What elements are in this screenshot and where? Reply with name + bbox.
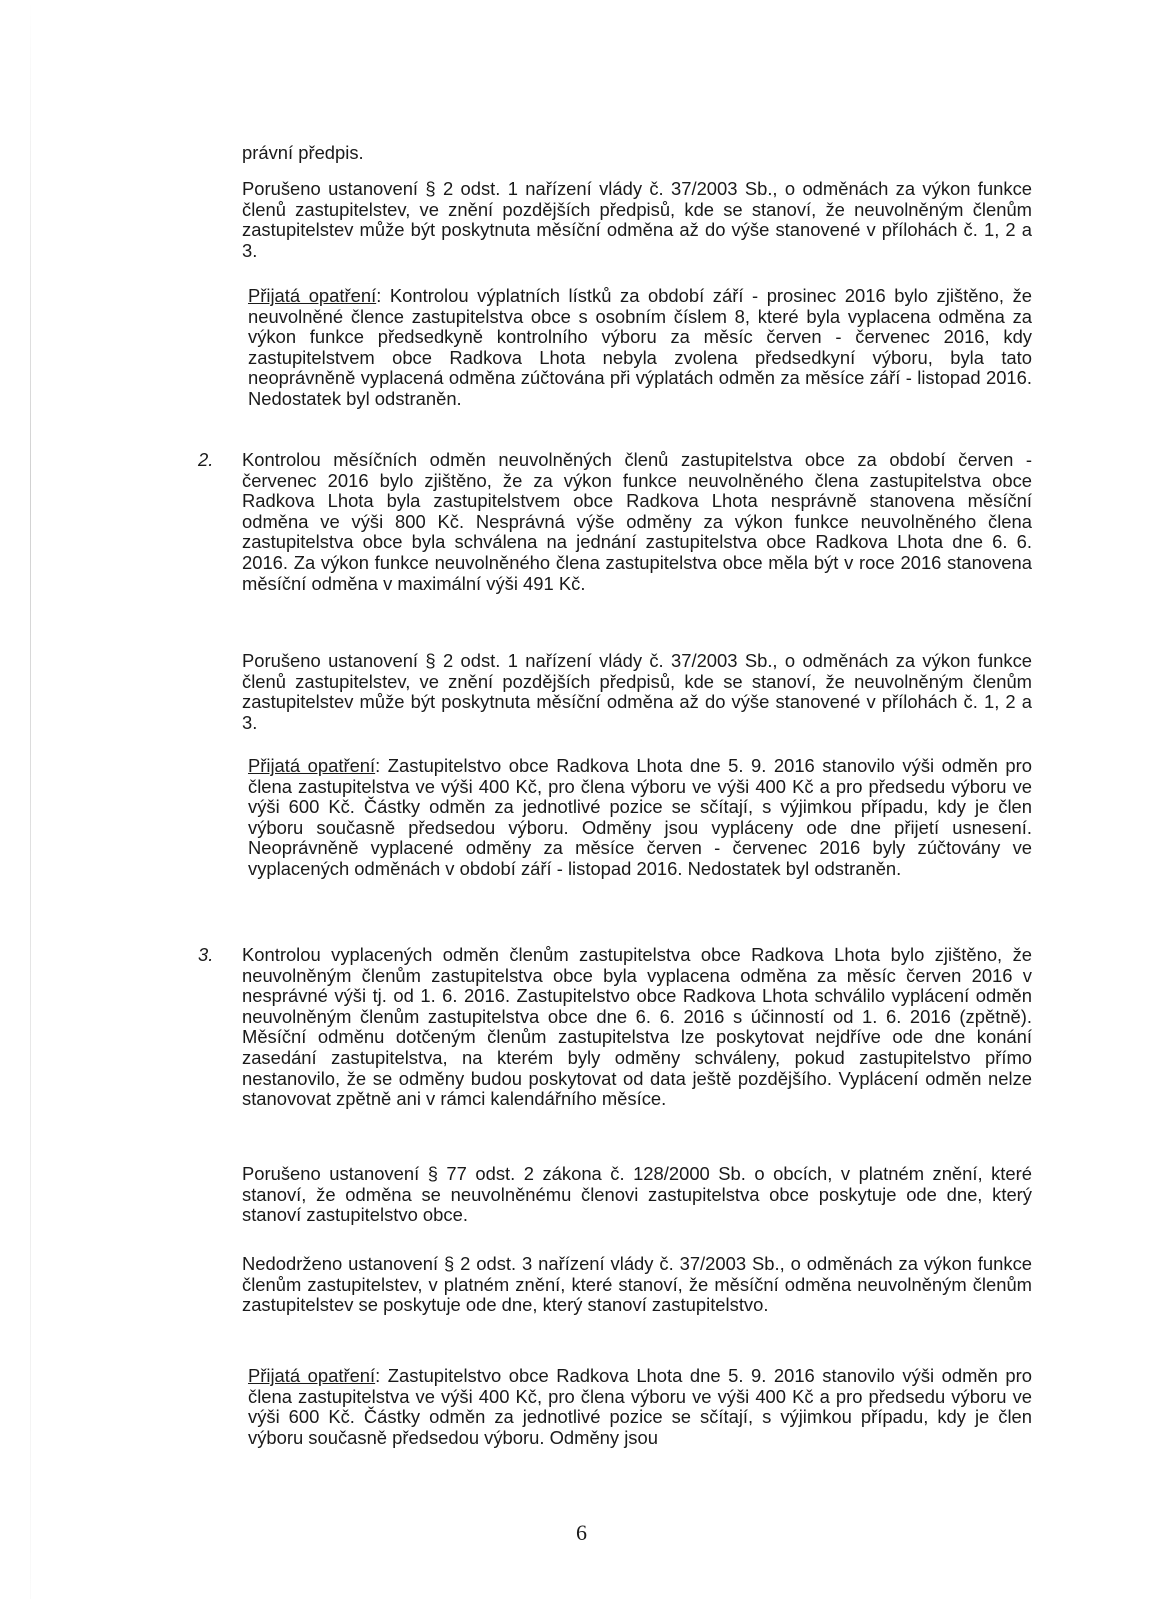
paragraph-violation-1: Porušeno ustanovení § 2 odst. 1 nařízení vlády č. 37/2003 Sb., o odměnách za výkon funkce členů zastupitelstev, ve znění pozdějších předpisů, kde se stanoví, že neuvolněným členům zastupitelstev může být poskytnuta měsíční odměna až do výše stanovené v přílohách č. 1, 2 a 3. — [242, 178, 1032, 261]
paragraph-violation-3: Porušeno ustanovení § 77 odst. 2 zákona č. 128/2000 Sb. o obcích, v platném znění, které stanoví, že odměna se neuvolněnému členovi zastupitelstva obce poskytuje ode dne, který stanoví zastupitelstvo obce. — [242, 1163, 1032, 1226]
item-number-2: 2. — [198, 449, 214, 470]
paragraph-intro-fragment: právní předpis. — [242, 142, 364, 163]
measures-label: Přijatá opatření — [248, 285, 377, 306]
measures-label: Přijatá opatření — [248, 1365, 376, 1386]
paragraph-violation-2: Porušeno ustanovení § 2 odst. 1 nařízení vlády č. 37/2003 Sb., o odměnách za výkon funkce členů zastupitelstev, ve znění pozdějších předpisů, kde se stanoví, že neuvolněným členům zastupitelstev může být poskytnuta měsíční odměna až do výše stanovené v přílohách č. 1, 2 a 3. — [242, 650, 1032, 733]
paragraph-noncompliance-3: Nedodrženo ustanovení § 2 odst. 3 nařízení vlády č. 37/2003 Sb., o odměnách za výkon funkce členům zastupitelstev, v platném znění, které stanoví, že měsíční odměna neuvolněným členům zastupitelstev se poskytuje ode dne, který stanoví zastupitelstvo. — [242, 1253, 1032, 1316]
paragraph-measures-3: Přijatá opatření: Zastupitelstvo obce Radkova Lhota dne 5. 9. 2016 stanovilo výši odměn pro člena zastupitelstva ve výši 400 Kč, pro člena výboru ve výši 400 Kč a pro předsedu výboru ve výši 600 Kč. Částky odměn za jednotlivé pozice se sčítají, s výjimkou případu, kdy je člen výboru současně předsedou výboru. Odměny jsou — [248, 1365, 1032, 1448]
paragraph-finding-2: Kontrolou měsíčních odměn neuvolněných členů zastupitelstva obce za období červen - červenec 2016 bylo zjištěno, že za výkon funkce neuvolněného člena zastupitelstva obce Radkova Lhota byla zastupitelstvem obce Radkova Lhota nesprávně stanovena měsíční odměna ve výši 800 Kč. Nesprávná výše odměny za výkon funkce neuvolněného člena zastupitelstva obce byla schválena na jednání zastupitelstva obce Radkova Lhota dne 6. 6. 2016. Za výkon funkce neuvolněného člena zastupitelstva obce měla být v roce 2016 stanovena měsíční odměna v maximální výši 491 Kč. — [242, 449, 1032, 594]
paragraph-finding-3: Kontrolou vyplacených odměn členům zastupitelstva obce Radkova Lhota bylo zjištěno, že neuvolněným členům zastupitelstva obce byla vyplacena odměna za měsíc červen 2016 v nesprávné výši tj. od 1. 6. 2016. Zastupitelstvo obce Radkova Lhota schválilo vyplácení odměn neuvolněným členům zastupitelstva obce dne 6. 6. 2016 s účinností od 1. 6. 2016 (zpětně). Měsíční odměnu dotčeným členům zastupitelstva lze poskytovat nejdříve ode dne konání zasedání zastupitelstva, na kterém byly odměny schváleny, pokud zastupitelstvo přímo nestanovilo, že se odměny budou poskytovat od data ještě pozdějšího. Vyplácení odměn nelze stanovovat zpětně ani v rámci kalendářního měsíce. — [242, 944, 1032, 1110]
paragraph-measures-1: Přijatá opatření: Kontrolou výplatních lístků za období září - prosinec 2016 bylo zjištěno, že neuvolněné člence zastupitelstva obce s osobním číslem 8, které byla vyplacena odměna za výkon funkce předsedkyně kontrolního výboru za měsíc červen - červenec 2016, kdy zastupitelstvem obce Radkova Lhota nebyla zvolena předsedkyní výboru, byla tato neoprávněně vyplacená odměna zúčtována při výplatách odměn za měsíce září - listopad 2016. Nedostatek byl odstraněn. — [248, 285, 1032, 409]
measures-label: Přijatá opatření — [248, 755, 376, 776]
item-number-3: 3. — [198, 944, 214, 965]
paragraph-measures-2: Přijatá opatření: Zastupitelstvo obce Radkova Lhota dne 5. 9. 2016 stanovilo výši odměn pro člena zastupitelstva ve výši 400 Kč, pro člena výboru ve výši 400 Kč a pro předsedu výboru ve výši 600 Kč. Částky odměn za jednotlivé pozice se sčítají, s výjimkou případu, kdy je člen výboru současně předsedou výboru. Odměny jsou vypláceny ode dne přijetí usnesení. Neoprávněně vyplacené odměny za měsíce červen - červenec 2016 byly zúčtovány ve vyplacených odměnách v období září - listopad 2016. Nedostatek byl odstraněn. — [248, 755, 1032, 879]
page-number: 6 — [576, 1520, 587, 1545]
